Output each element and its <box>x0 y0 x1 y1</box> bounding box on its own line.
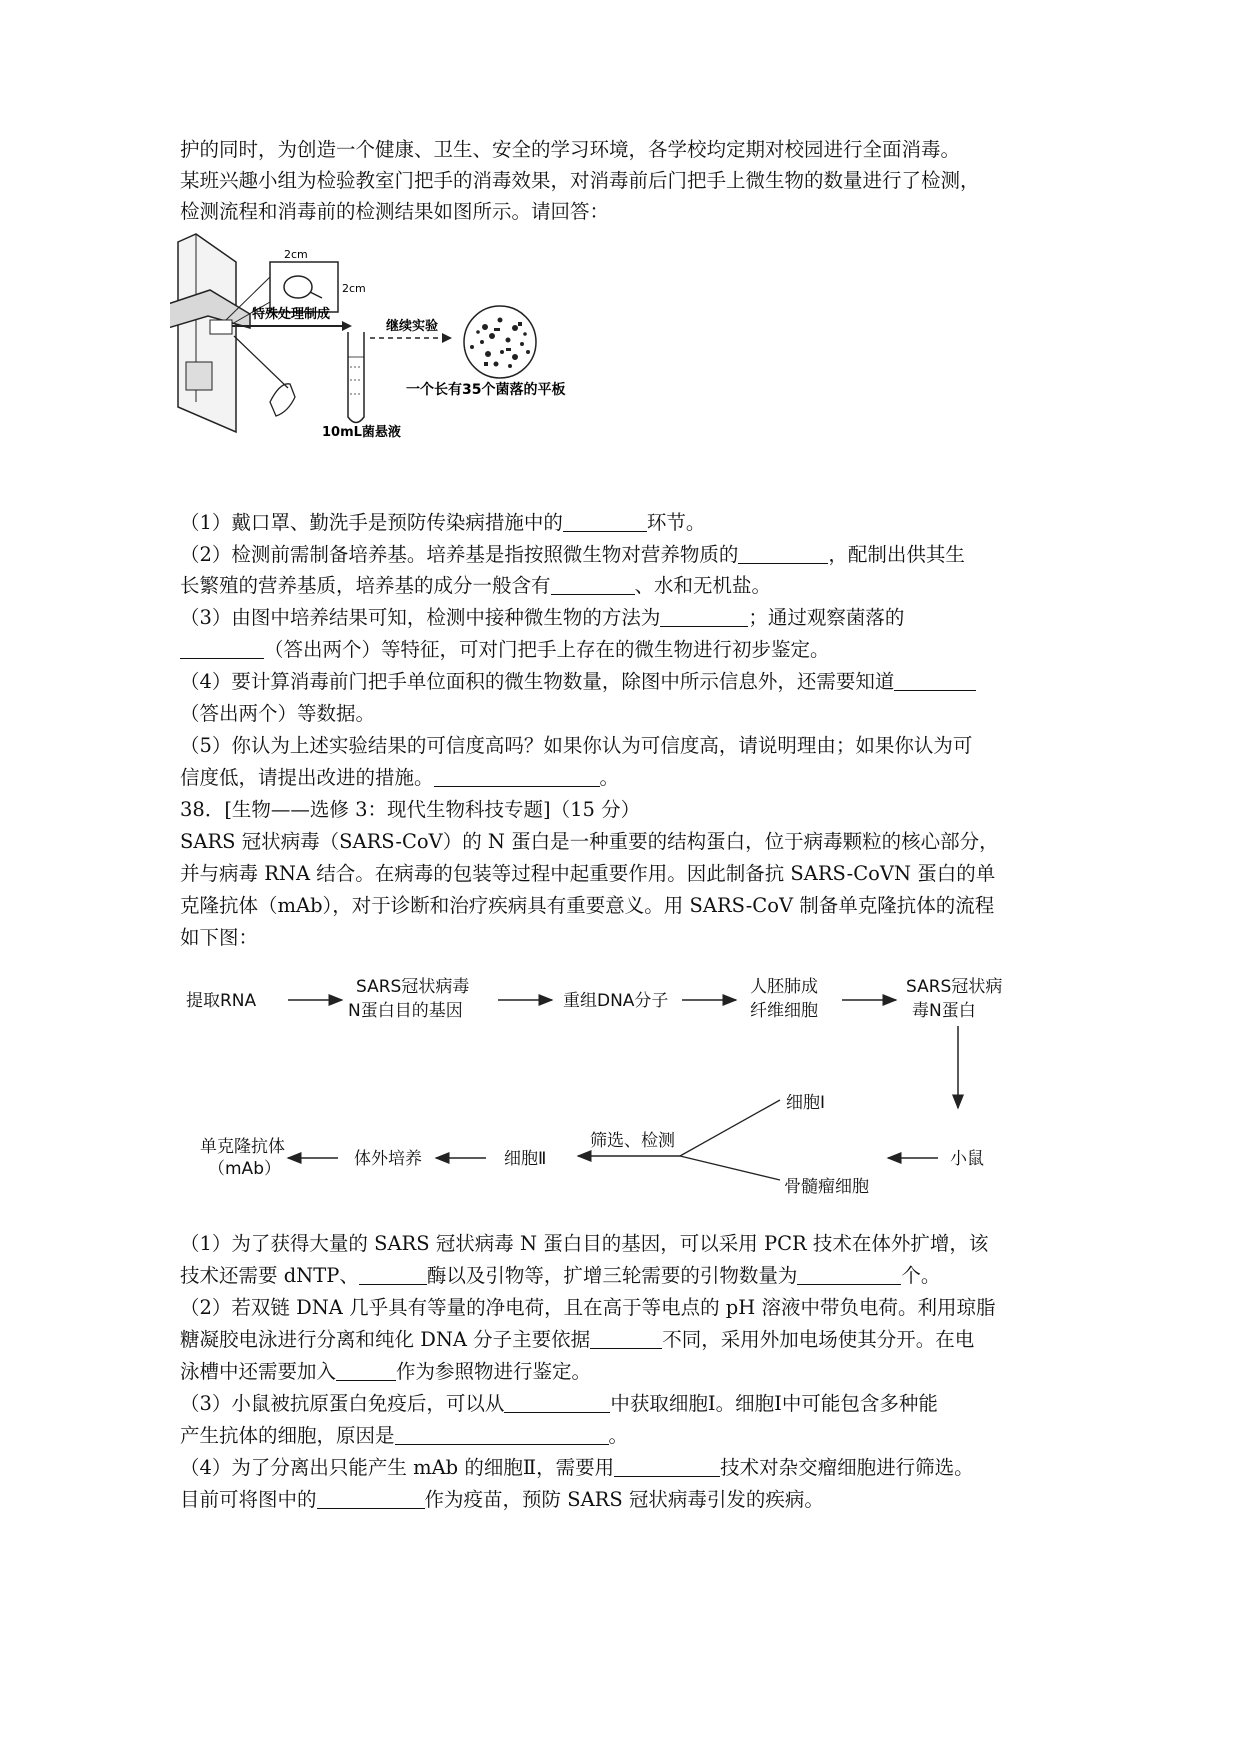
q38-intro-1: SARS 冠状病毒（SARS-CoV）的 N 蛋白是一种重要的结构蛋白，位于病毒颗粒的核心部分， <box>180 830 999 853</box>
door-handle-experiment-figure <box>170 232 640 442</box>
intro-line-3: 检测流程和消毒前的检测结果如图所示。请回答： <box>180 200 610 223</box>
q37-1: （1）戴口罩、勤洗手是预防传染病措施中的 环节。 <box>180 511 706 534</box>
node-myeloma: 骨髓瘤细胞 <box>784 1177 869 1197</box>
answer-blank[interactable] <box>563 511 647 532</box>
node-n-protein-line1: SARS冠状病 <box>906 977 1003 997</box>
mab-flowchart <box>180 968 1040 1204</box>
node-fibroblast-line2: 纤维细胞 <box>750 1001 818 1021</box>
node-n-protein-line2: 毒N蛋白 <box>912 1001 976 1021</box>
q38-intro-2: 并与病毒 RNA 结合。在病毒的包装等过程中起重要作用。因此制备抗 SARS-CoVN 蛋白的单 <box>180 862 996 885</box>
answer-blank[interactable] <box>551 574 635 595</box>
answer-blank[interactable] <box>738 543 828 564</box>
label-tube: 10mL菌悬液 <box>322 425 401 440</box>
node-mab-line1: 单克隆抗体 <box>200 1137 285 1157</box>
node-cell-2: 细胞Ⅱ <box>504 1149 547 1169</box>
label-2cm-right: 2cm <box>342 282 366 295</box>
q38-intro-3: 克隆抗体（mAb），对于诊断和治疗疾病具有重要意义。用 SARS-CoV 制备单克隆抗体的流程 <box>180 894 995 917</box>
q38-4-cont: 目前可将图中的 作为疫苗，预防 SARS 冠状病毒引发的疾病。 <box>180 1488 824 1511</box>
node-target-gene-line1: SARS冠状病毒 <box>356 977 470 997</box>
answer-blank[interactable] <box>590 1328 662 1349</box>
q38-3-cont: 产生抗体的细胞，原因是 。 <box>180 1424 629 1447</box>
node-extract-rna: 提取RNA <box>186 991 257 1011</box>
q37-3-cont: （答出两个）等特征，可对门把手上存在的微生物进行初步鉴定。 <box>180 636 830 664</box>
answer-blank[interactable] <box>317 1488 425 1509</box>
node-culture: 体外培养 <box>354 1149 422 1169</box>
answer-blank[interactable] <box>336 1360 396 1381</box>
q38-2-cont: 糖凝胶电泳进行分离和纯化 DNA 分子主要依据 不同，采用外加电场使其分开。在电 <box>180 1328 975 1351</box>
lock-plate <box>186 362 212 390</box>
answer-blank[interactable] <box>395 1424 609 1445</box>
q37-5: （5）你认为上述实验结果的可信度高吗？如果你认为可信度高，请说明理由；如果你认为可 <box>180 734 973 757</box>
q38-3: （3）小鼠被抗原蛋白免疫后，可以从 中获取细胞Ⅰ。细胞Ⅰ中可能包含多种能 <box>180 1392 938 1415</box>
answer-blank[interactable] <box>504 1392 610 1413</box>
answer-blank[interactable] <box>434 766 600 787</box>
intro-line-1: 护的同时，为创造一个健康、卫生、安全的学习环境，各学校均定期对校园进行全面消毒。 <box>180 138 961 161</box>
q38-1: （1）为了获得大量的 SARS 冠状病毒 N 蛋白目的基因，可以采用 PCR 技术在体外扩增，该 <box>180 1232 989 1255</box>
test-tube-icon <box>348 332 364 423</box>
intro-line-2: 某班兴趣小组为检验教室门把手的消毒效果，对消毒前后门把手上微生物的数量进行了检测， <box>180 169 980 192</box>
node-target-gene-line2: N蛋白目的基因 <box>348 1001 463 1021</box>
answer-blank[interactable] <box>797 1264 901 1285</box>
answer-blank[interactable] <box>614 1456 720 1477</box>
answer-blank[interactable] <box>180 638 264 659</box>
label-continue: 继续实验 <box>386 319 439 334</box>
label-process: 特殊处理制成 <box>252 307 331 322</box>
q37-3: （3）由图中培养结果可知，检测中接种微生物的方法为 ；通过观察菌落的 <box>180 606 905 629</box>
petri-plate-icon <box>464 306 536 378</box>
q38-2-cont2: 泳槽中还需要加入 作为参照物进行鉴定。 <box>180 1360 592 1383</box>
q37-4: （4）要计算消毒前门把手单位面积的微生物数量，除图中所示信息外，还需要知道 <box>180 668 976 696</box>
node-mab-line2: （mAb） <box>208 1159 281 1179</box>
node-mouse: 小鼠 <box>950 1149 984 1169</box>
sampling-area <box>210 320 232 334</box>
magnified-sample-box <box>270 262 338 312</box>
hand-icon <box>270 384 295 416</box>
label-plate: 一个长有35个菌落的平板 <box>406 382 566 398</box>
answer-blank[interactable] <box>359 1264 427 1285</box>
node-recombinant-dna: 重组DNA分子 <box>563 991 669 1011</box>
q37-4-cont: （答出两个）等数据。 <box>180 702 376 725</box>
q38-1-cont: 技术还需要 dNTP、 酶以及引物等，扩增三轮需要的引物数量为 个。 <box>180 1264 941 1287</box>
node-screen: 筛选、检测 <box>590 1131 675 1151</box>
q37-2-cont: 长繁殖的营养基质，培养基的成分一般含有 、水和无机盐。 <box>180 574 772 597</box>
q38-4: （4）为了分离出只能产生 mAb 的细胞Ⅱ，需要用 技术对杂交瘤细胞进行筛选。 <box>180 1456 974 1479</box>
answer-blank[interactable] <box>660 606 748 627</box>
node-cell-1: 细胞Ⅰ <box>786 1093 826 1113</box>
node-fibroblast-line1: 人胚肺成 <box>750 977 818 997</box>
q38-intro-4: 如下图： <box>180 926 259 949</box>
answer-blank[interactable] <box>894 670 976 691</box>
q37-5-cont: 信度低，请提出改进的措施。 。 <box>180 766 620 789</box>
q38-2: （2）若双链 DNA 几乎具有等量的净电荷，且在高于等电点的 pH 溶液中带负电荷。利用琼脂 <box>180 1296 996 1319</box>
label-2cm-top: 2cm <box>284 248 308 261</box>
q37-2: （2）检测前需制备培养基。培养基是指按照微生物对营养物质的 ，配制出供其生 <box>180 543 965 566</box>
q38-header: 38．[生物——选修 3：现代生物科技专题]（15 分） <box>180 798 641 821</box>
